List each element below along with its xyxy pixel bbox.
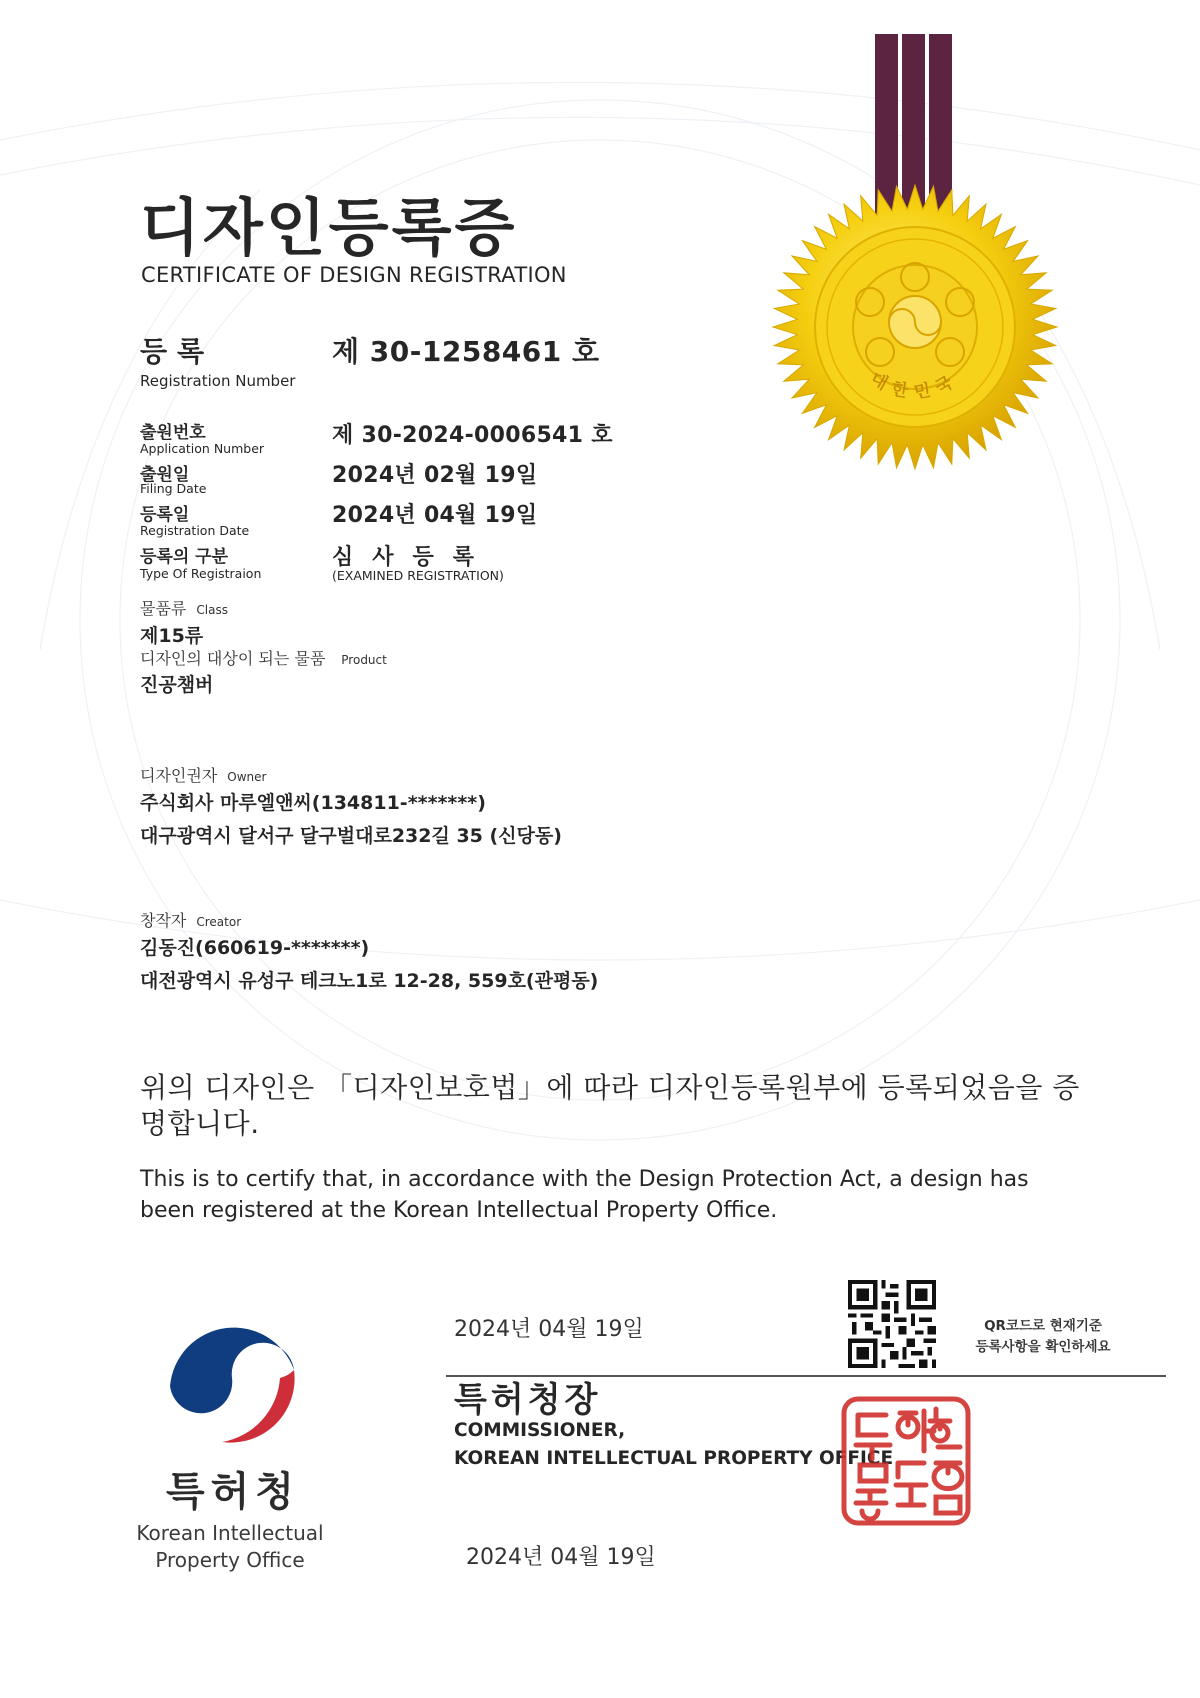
qr-instruction-line1: QR코드로 현재기준 — [984, 1318, 1102, 1334]
qr-instruction-line2: 등록사항을 확인하세요 — [975, 1339, 1111, 1355]
product-value: 진공챔버 — [140, 674, 214, 696]
creator-name: 김동진(660619-*******) — [140, 937, 370, 959]
owner-address: 대구광역시 달서구 달구벌대로232길 35 (신당동) — [140, 825, 562, 847]
registration-type-value-en: (EXAMINED REGISTRATION) — [332, 568, 504, 583]
kipo-name-ko: 특허청 — [166, 1469, 300, 1515]
product-label: 디자인의 대상이 되는 물품 — [140, 649, 326, 668]
registration-type-value: 심사등록 — [332, 545, 494, 570]
class-label: 물품류 — [140, 599, 187, 618]
kipo-name-en-line2: Property Office — [155, 1548, 305, 1572]
owner-name: 주식회사 마루엘앤씨(134811-*******) — [140, 792, 486, 814]
product-label-en: Product — [341, 653, 387, 667]
commissioner-title-en-2: KOREAN INTELLECTUAL PROPERTY OFFICE — [454, 1448, 894, 1469]
product-label-row — [140, 646, 387, 669]
registration-type-label: 등록의 구분 — [140, 547, 229, 567]
medal-text: 대한민국 — [866, 368, 964, 404]
registration-number-label: 등록 — [140, 335, 215, 368]
registration-date-label: 등록일 — [140, 505, 190, 525]
application-number-label: 출원번호 — [140, 423, 206, 443]
creator-address: 대전광역시 유성구 테크노1로 12-28, 559호(관평동) — [140, 970, 599, 992]
issue-date-top: 2024년 04월 19일 — [454, 1317, 644, 1342]
registration-date-label-en: Registration Date — [140, 523, 250, 538]
filing-date-label: 출원일 — [140, 465, 190, 485]
owner-label-row — [140, 763, 266, 786]
class-value: 제15류 — [140, 625, 204, 647]
declaration-ko: 위의 디자인은 「디자인보호법」에 따라 디자인등록원부에 등록되었음을 증명합니다. — [140, 1071, 1080, 1140]
owner-label-en: Owner — [227, 770, 267, 784]
issue-date-bottom: 2024년 04월 19일 — [466, 1545, 656, 1570]
gold-medal-emblem — [770, 182, 1060, 472]
commissioner-title-ko: 특허청장 — [454, 1380, 602, 1420]
registration-number-label-en: Registration Number — [140, 372, 296, 390]
official-seal — [838, 1393, 974, 1529]
creator-label-row — [140, 908, 241, 931]
qr-code[interactable] — [848, 1280, 936, 1368]
creator-label-en: Creator — [196, 915, 242, 929]
certificate-title: 디자인등록증 — [140, 191, 518, 264]
filing-date-label-en: Filing Date — [140, 481, 207, 496]
application-number-value: 제 30-2024-0006541 호 — [332, 423, 613, 448]
kipo-logo-icon — [162, 1308, 302, 1448]
application-number-label-en: Application Number — [140, 441, 265, 456]
registration-date-value: 2024년 04월 19일 — [332, 503, 538, 528]
filing-date-value: 2024년 02월 19일 — [332, 463, 538, 488]
registration-number-value: 제 30-1258461 호 — [332, 335, 600, 368]
owner-label: 디자인권자 — [140, 766, 218, 785]
kipo-name-en-line1: Korean Intellectual — [136, 1521, 324, 1545]
kipo-name-en — [110, 1520, 350, 1574]
class-label-en: Class — [196, 603, 228, 617]
commissioner-title-en-1: COMMISSIONER, — [454, 1420, 626, 1441]
creator-label: 창작자 — [140, 911, 187, 930]
declaration-en: This is to certify that, in accordance with the Design Protection Act, a design has been registered at the Korean Intellectual Property Office. — [140, 1167, 1029, 1223]
certificate-subtitle: CERTIFICATE OF DESIGN REGISTRATION — [141, 263, 567, 287]
registration-type-label-en: Type Of Registraion — [140, 566, 262, 581]
class-label-row — [140, 596, 228, 619]
qr-instruction — [948, 1316, 1138, 1358]
